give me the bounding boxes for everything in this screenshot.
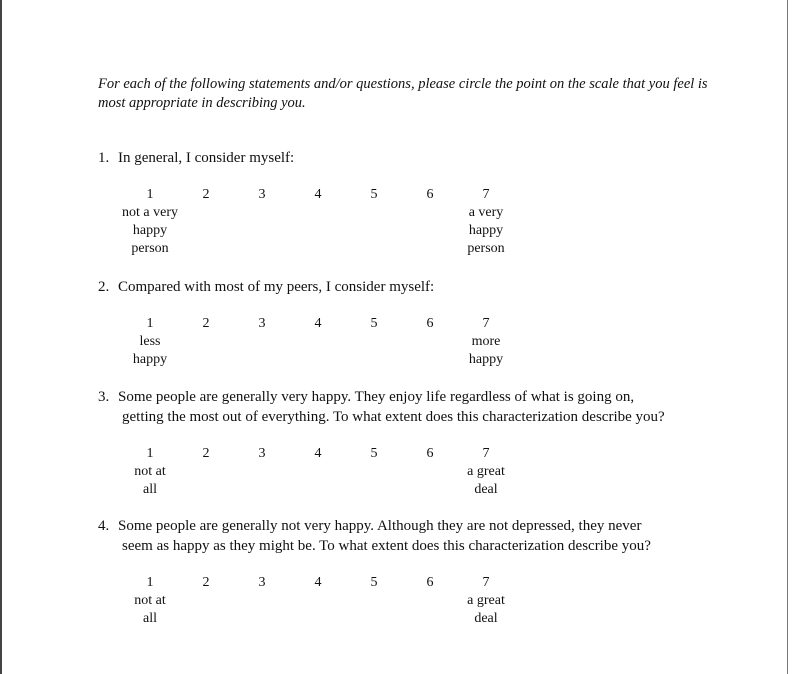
scale-high-anchor: a great deal [467,593,505,626]
scale-point-6[interactable]: 6 [426,575,434,590]
question-number: 3. [98,389,110,405]
question-number: 2. [98,279,110,295]
question-text: Some people are generally not very happy. Although they are not depressed, they never [118,518,642,534]
scale-high-anchor: a very happy person [467,205,505,256]
scale-high-anchor: more happy [468,334,504,367]
scale-low-anchor: not at all [134,593,166,626]
scale-point-2[interactable]: 2 [202,187,210,202]
scale-point-5[interactable]: 5 [370,316,378,331]
scale-point-1[interactable]: 1 [146,187,154,202]
scale-point-2[interactable]: 2 [202,446,210,461]
scale-point-5[interactable]: 5 [370,446,378,461]
scale-point-6[interactable]: 6 [426,316,434,331]
question-line [98,148,294,168]
scale-point-7[interactable]: 7 [482,446,490,461]
question-number: 4. [98,518,110,534]
scale-point-7[interactable]: 7 [482,187,490,202]
question-3 [98,387,665,427]
scale-high-anchor: a great deal [467,464,505,497]
scale-point-5[interactable]: 5 [370,187,378,202]
question-line [98,516,651,536]
question-line [98,277,434,297]
rating-scale-2 [0,315,811,395]
scale-point-6[interactable]: 6 [426,446,434,461]
instructions-text: For each of the following statements and/or questions, please circle the point on the scale that you feel is most appropriate in describing you. [98,76,708,111]
rating-scale-4 [0,574,811,654]
scale-point-1[interactable]: 1 [146,316,154,331]
scale-point-4[interactable]: 4 [314,316,322,331]
scale-point-4[interactable]: 4 [314,575,322,590]
rating-scale-3 [0,445,811,525]
scale-point-3[interactable]: 3 [258,446,266,461]
scale-point-3[interactable]: 3 [258,187,266,202]
scale-point-4[interactable]: 4 [314,187,322,202]
question-text-continued: getting the most out of everything. To what extent does this characterization describe you? [122,409,665,425]
scale-point-7[interactable]: 7 [482,575,490,590]
scale-point-1[interactable]: 1 [146,575,154,590]
question-number: 1. [98,150,110,166]
question-line [98,387,665,407]
question-text-continued: seem as happy as they might be. To what extent does this characterization describe you? [122,538,651,554]
scale-low-anchor: not a very happy person [122,205,178,256]
question-text: Some people are generally very happy. They enjoy life regardless of what is going on, [118,389,635,405]
scale-point-5[interactable]: 5 [370,575,378,590]
scale-point-7[interactable]: 7 [482,316,490,331]
scale-point-2[interactable]: 2 [202,316,210,331]
scale-low-anchor: not at all [134,464,166,497]
rating-scale-1 [0,186,811,266]
scale-point-2[interactable]: 2 [202,575,210,590]
question-4 [98,516,651,556]
question-1 [98,148,294,168]
scale-point-3[interactable]: 3 [258,316,266,331]
scale-point-1[interactable]: 1 [146,446,154,461]
scale-point-6[interactable]: 6 [426,187,434,202]
scale-low-anchor: less happy [132,334,168,367]
question-text: In general, I consider myself: [118,150,295,166]
scale-point-3[interactable]: 3 [258,575,266,590]
question-text: Compared with most of my peers, I consider myself: [118,279,435,295]
scale-point-4[interactable]: 4 [314,446,322,461]
question-2 [98,277,434,297]
